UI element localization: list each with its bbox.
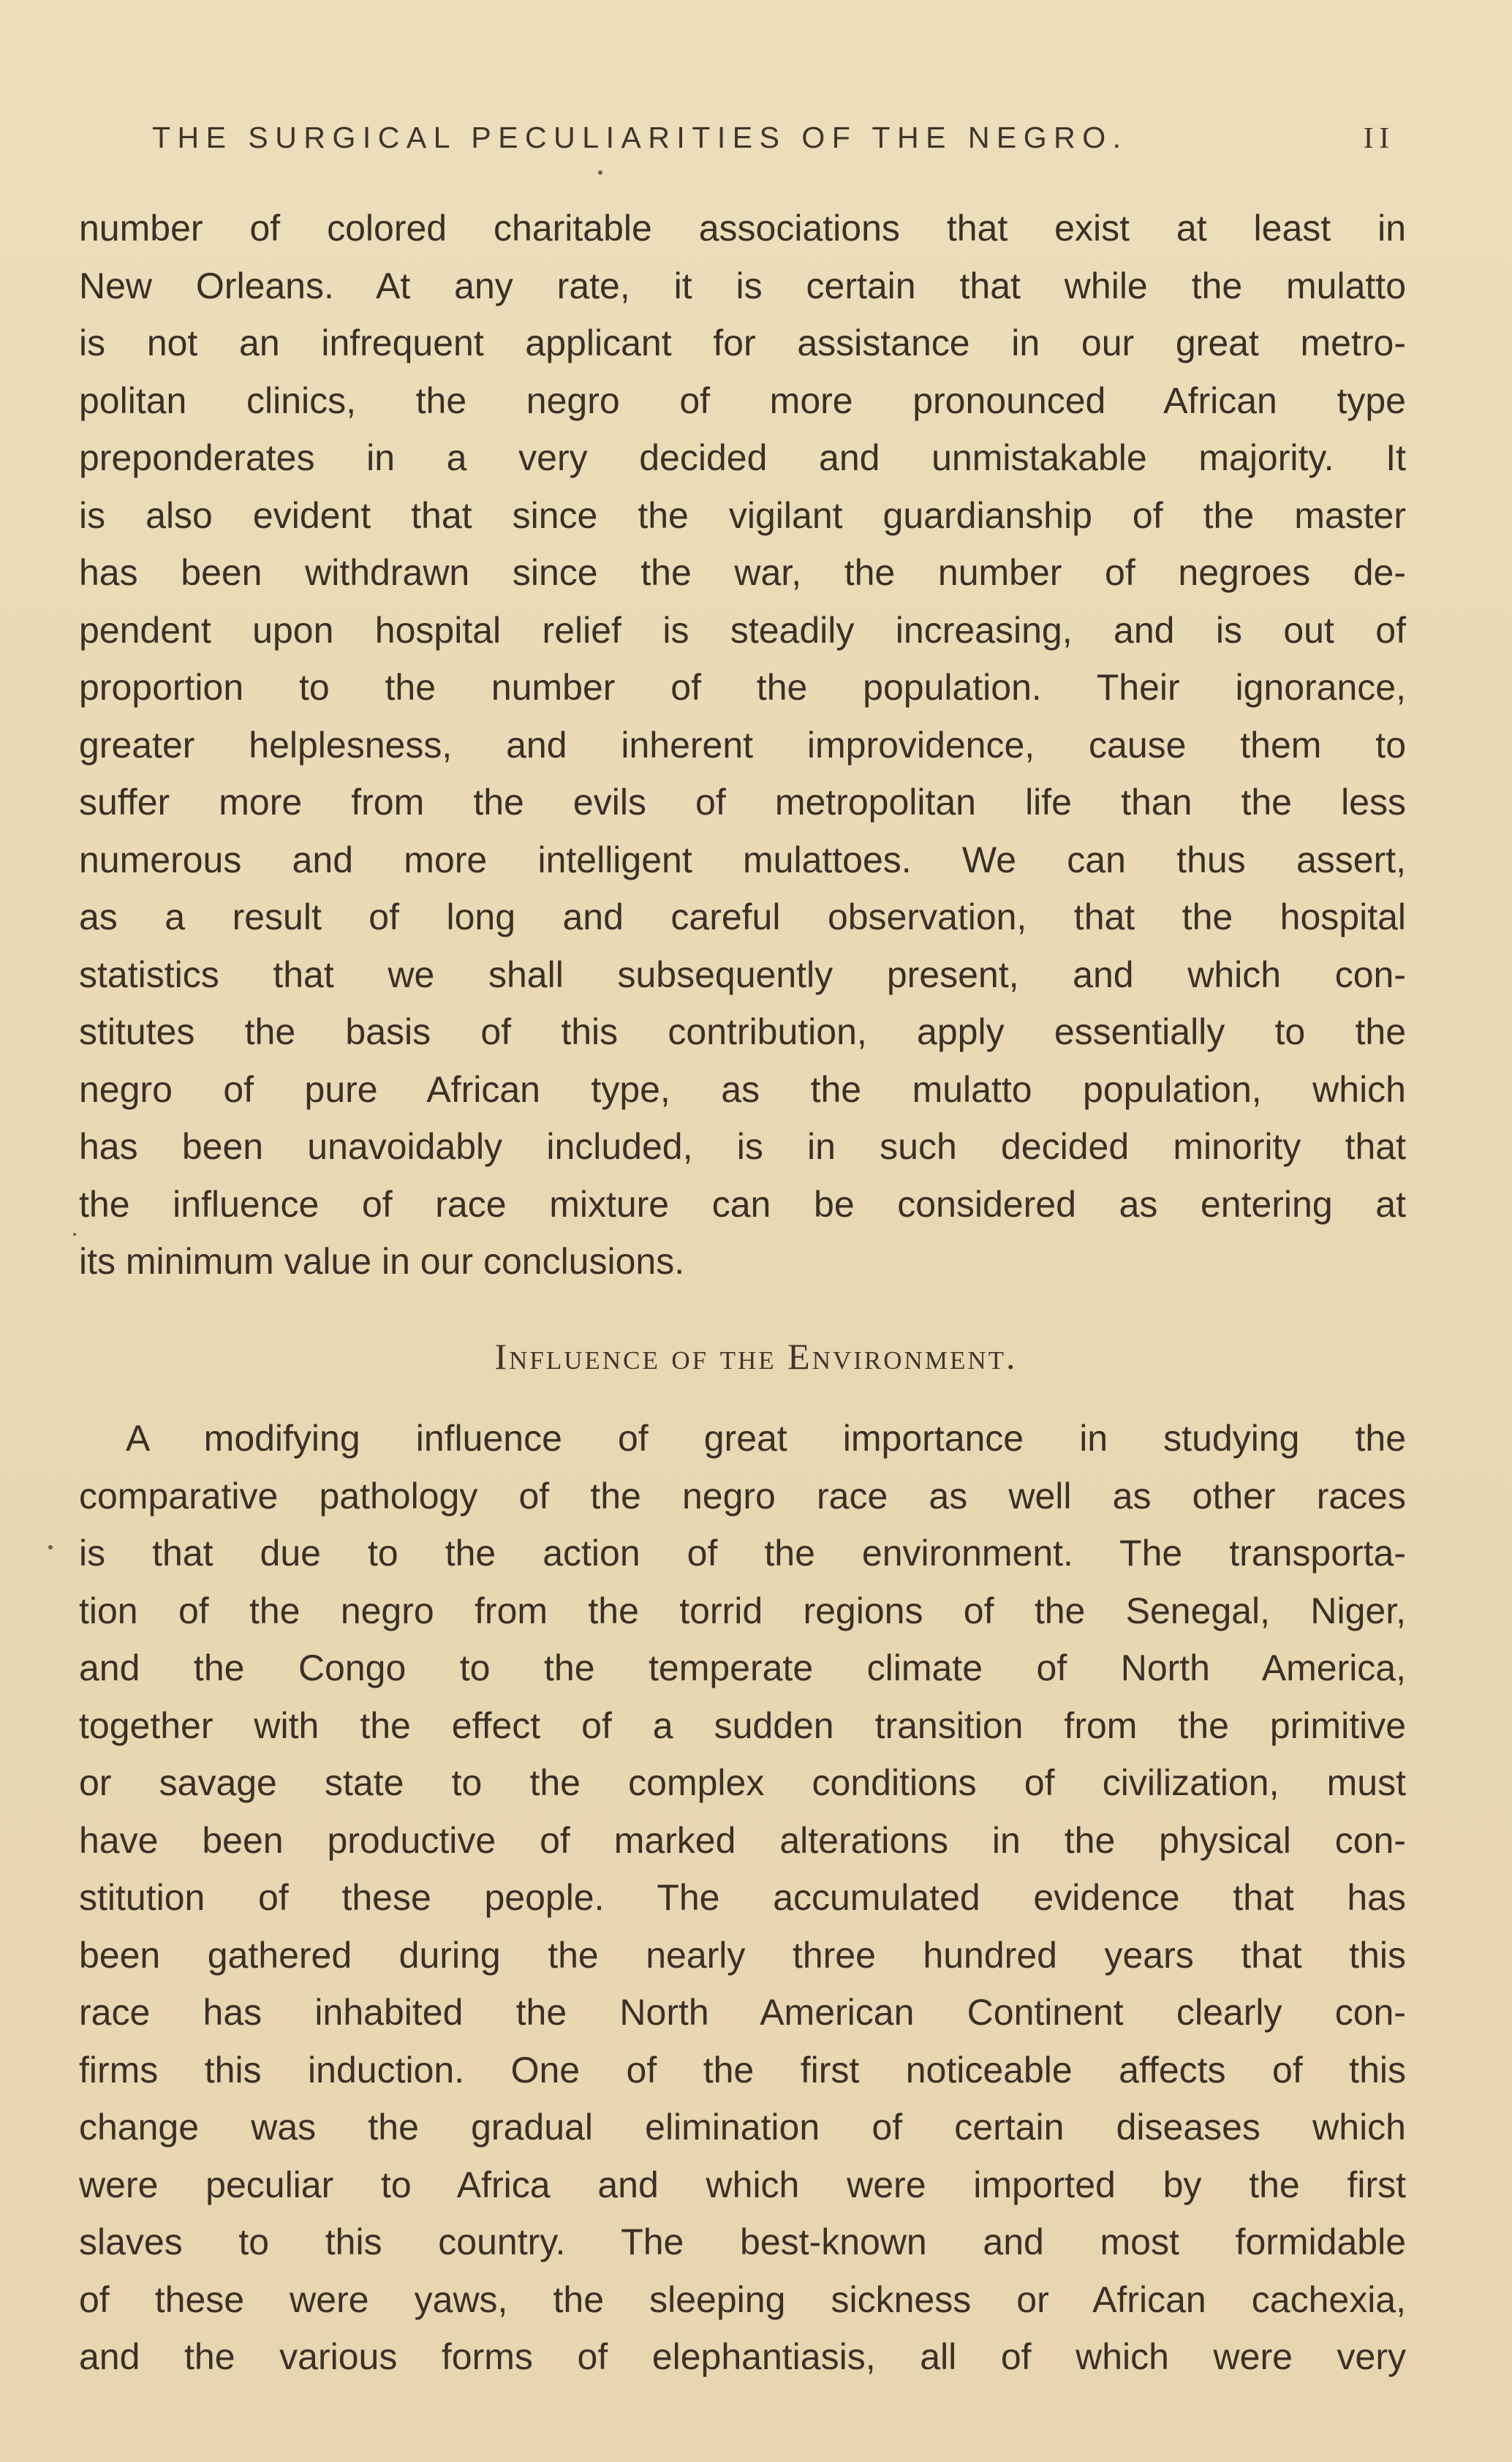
text-line: have been productive of marked alterations in the physical con- (79, 1819, 1406, 1861)
text-line: together with the effect of a sudden transition from the primitive (79, 1704, 1406, 1746)
text-line: politan clinics, the negro of more pronounced African type (79, 380, 1406, 421)
section-heading-text: Influence of the Environment. (494, 1336, 1018, 1377)
text-line: proportion to the number of the population. Their ignorance, (79, 667, 1406, 708)
text-line: number of colored charitable associations that exist at least in (79, 208, 1406, 249)
text-line: has been unavoidably included, is in such decided minority that (79, 1126, 1406, 1167)
text-line: greater helplesness, and inherent improvidence, cause them to (79, 724, 1406, 766)
section-heading (0, 1335, 1512, 1378)
text-line: A modifying influence of great importance in studying the (126, 1418, 1406, 1459)
text-line: stitutes the basis of this contribution, apply essentially to the (79, 1011, 1406, 1052)
text-line: suffer more from the evils of metropolitan life than the less (79, 782, 1406, 823)
ink-speck (73, 1233, 76, 1236)
text-line: the influence of race mixture can be considered as entering at (79, 1183, 1406, 1225)
text-line: and the Congo to the temperate climate of North America, (79, 1647, 1406, 1688)
running-title: THE SURGICAL PECULIARITIES OF THE NEGRO. (152, 120, 1128, 154)
text-line: stitution of these people. The accumulated evidence that has (79, 1877, 1406, 1918)
text-line: or savage state to the complex conditions of civilization, must (79, 1762, 1406, 1803)
text-line: preponderates in a very decided and unmistakable majority. It (79, 437, 1406, 478)
text-line: slaves to this country. The best-known and most formidable (79, 2221, 1406, 2262)
text-line: is that due to the action of the environment. The transporta- (79, 1533, 1406, 1574)
text-line: negro of pure African type, as the mulatto population, which (79, 1068, 1406, 1110)
text-line: New Orleans. At any rate, it is certain that while the mulatto (79, 265, 1406, 306)
text-line: numerous and more intelligent mulattoes. We can thus assert, (79, 839, 1406, 880)
ink-speck (598, 170, 602, 175)
text-line: as a result of long and careful observation, that the hospital (79, 896, 1406, 937)
text-line: change was the gradual elimination of certain diseases which (79, 2107, 1406, 2148)
text-line: pendent upon hospital relief is steadily increasing, and is out of (79, 609, 1406, 651)
text-line: has been withdrawn since the war, the number of negroes de- (79, 552, 1406, 593)
paragraph (79, 1410, 1406, 2386)
text-line: its minimum value in our conclusions. (79, 1241, 685, 1282)
text-line: tion of the negro from the torrid regions of the Senegal, Niger, (79, 1590, 1406, 1631)
text-line: statistics that we shall subsequently present, and which con- (79, 954, 1406, 995)
text-line: were peculiar to Africa and which were imported by the first (79, 2164, 1406, 2205)
text-line: and the various forms of elephantiasis, all of which were very (79, 2336, 1406, 2377)
text-line: is also evident that since the vigilant guardianship of the master (79, 494, 1406, 536)
text-line: been gathered during the nearly three hundred years that this (79, 1934, 1406, 1976)
text-line: comparative pathology of the negro race as well as other races (79, 1475, 1406, 1517)
page-number: II (1363, 121, 1395, 154)
ink-speck (48, 1545, 53, 1549)
running-head (152, 116, 1395, 159)
paragraph-continued (79, 200, 1406, 1291)
text-line: race has inhabited the North American Continent clearly con- (79, 1992, 1406, 2033)
text-line: is not an infrequent applicant for assistance in our great metro- (79, 322, 1406, 363)
text-line: of these were yaws, the sleeping sickness or African cachexia, (79, 2278, 1406, 2320)
text-line: firms this induction. One of the first noticeable affects of this (79, 2049, 1406, 2091)
